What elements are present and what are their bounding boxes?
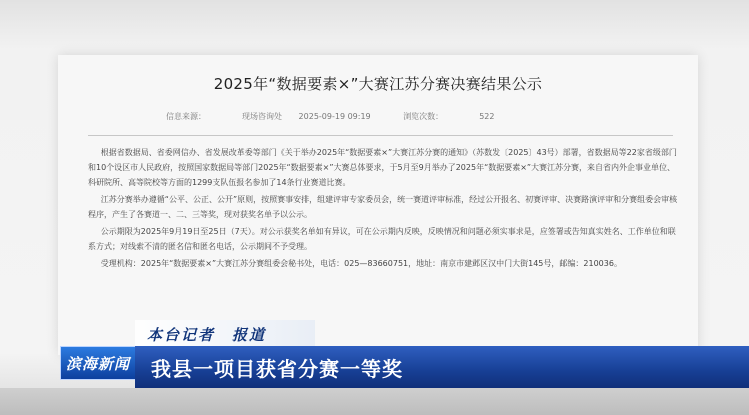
title-divider: [88, 135, 673, 136]
publish-date: 2025-09-19 09:19: [298, 112, 371, 121]
views-label: 浏览次数：: [403, 112, 444, 121]
reporter-bar: [135, 320, 315, 348]
body-paragraph: 江苏分赛举办遵循“公平、公正、公开”原则，按照赛事安排，组建评审专家委员会，统一赛道评审标准，经过公开报名、初赛评审、决赛路演评审和分赛组委会审核程序，产生了各赛道一、二、三等奖，现对获奖名单予以公示。: [88, 195, 678, 219]
source-label: 信息来源：: [166, 112, 206, 121]
body-paragraph: 根据省数据局、省委网信办、省发展改革委等部门《关于举办2025年“数据要素×”大赛江苏分赛的通知》（苏数发〔2025〕43号）部署，省数据局等22家省级部门和10个设区市人民政府，按照国家数据局等部门2025年“数据要素×”大赛总体要求，于5月至9月举办了2025年“数据要素×”大赛江苏分赛，来自省内外企事业单位、科研院所、高等院校等方面的1299支队伍报名参加了14条行业赛道比赛。: [88, 148, 677, 187]
announcement-page: [58, 55, 698, 355]
channel-logo-text: 滨海新闻: [65, 354, 130, 373]
news-headline: 我县一项目获省分赛一等奖: [151, 357, 403, 381]
news-lower-third: [0, 320, 749, 415]
bottom-shade: [0, 388, 749, 415]
body-paragraph: 受理机构：2025年“数据要素×”大赛江苏分赛组委会秘书处，电话：025—83660751，地址：南京市建邺区汉中门大街145号，邮编：210036。: [100, 259, 622, 268]
reporter-credit: 本台记者 报道: [147, 326, 267, 344]
source-value: 现场咨询处: [242, 112, 282, 121]
meta-row: [166, 111, 508, 122]
views-count: 522: [479, 112, 495, 121]
announcement-body: [88, 145, 678, 273]
body-paragraph: 公示期限为2025年9月19日至25日（7天）。对公示获奖名单如有异议，可在公示期内反映，反映情况和问题必须实事求是，应签署或告知真实姓名、工作单位和联系方式；对线索不清的匿名信和匿名电话，公示期间不予受理。: [88, 227, 676, 251]
page-title: 2025年“数据要素×”大赛江苏分赛决赛结果公示: [213, 75, 543, 93]
headline-bar: [135, 346, 749, 388]
channel-logo: [60, 346, 136, 380]
